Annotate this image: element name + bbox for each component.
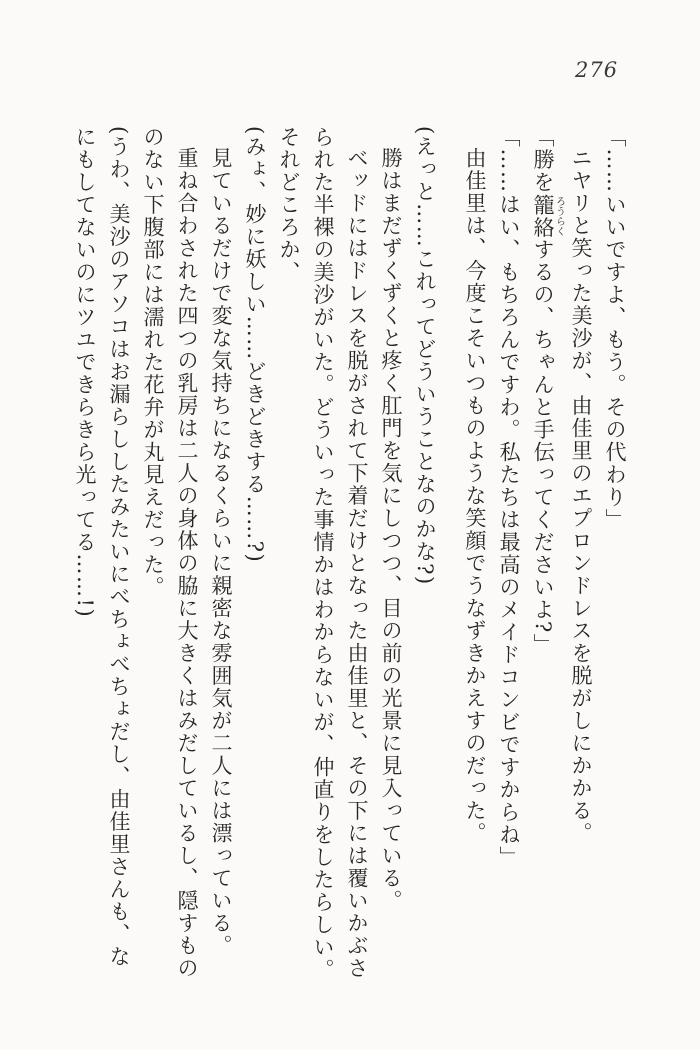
text-line: 重ね合わされた四つの乳房は二人の身体の脇に大きくはみだしているし、隠すもの [175,147,199,980]
text-line: 「勝を籠絡ろうらくするの、ちゃんと手伝ってくださいよ?」 [531,126,565,657]
text-line: 見ているだけで変な気持ちになるくらいに親密な雰囲気が二人には漂っている。 [209,147,233,957]
text-line: ニヤリと笑った美沙が、由佳里のエプロンドレスを脱がしにかかる。 [569,147,593,845]
text-line: 勝はまだずくずくと疼く肛門を気にしつつ、目の前の光景に見入っている。 [379,147,403,912]
text-line: (えっと……これってどういうことなのかな?) [413,126,437,586]
text-line: 「……いいですよ、もう。その代わり」 [603,126,627,531]
text-line: 由佳里は、今度こそいつものような笑顔でうなずきかえすのだった。 [463,147,487,845]
ruby-annotated-word: 籠絡ろうらく [531,193,565,239]
text-line: ベッドにはドレスを脱がされて下着だけとなった由佳里と、その下には覆いかぶさ [345,147,369,980]
page-number: 276 [575,58,619,82]
text-line: (うわ、美沙のアソコはお漏らししたみたいにべちょべちょだし、由佳里さんも、な [107,126,131,969]
text-line: にもしてないのにツユできらきら光ってる……!) [73,126,97,619]
text-line: それどころか、 [277,126,301,284]
text-line: のない下腹部には濡れた花弁が丸見えだった。 [141,126,165,599]
text-block [68,126,632,1010]
text-line: (みょ、妙に妖しい……どきどきする……?) [243,126,267,564]
text-line: られた半裸の美沙がいた。どういった事情かはわからないが、仲直りをしたらしい。 [311,126,335,981]
text-line: 「……はい、もちろんですわ。私たちは最高のメイドコンビですからね」 [497,126,521,869]
